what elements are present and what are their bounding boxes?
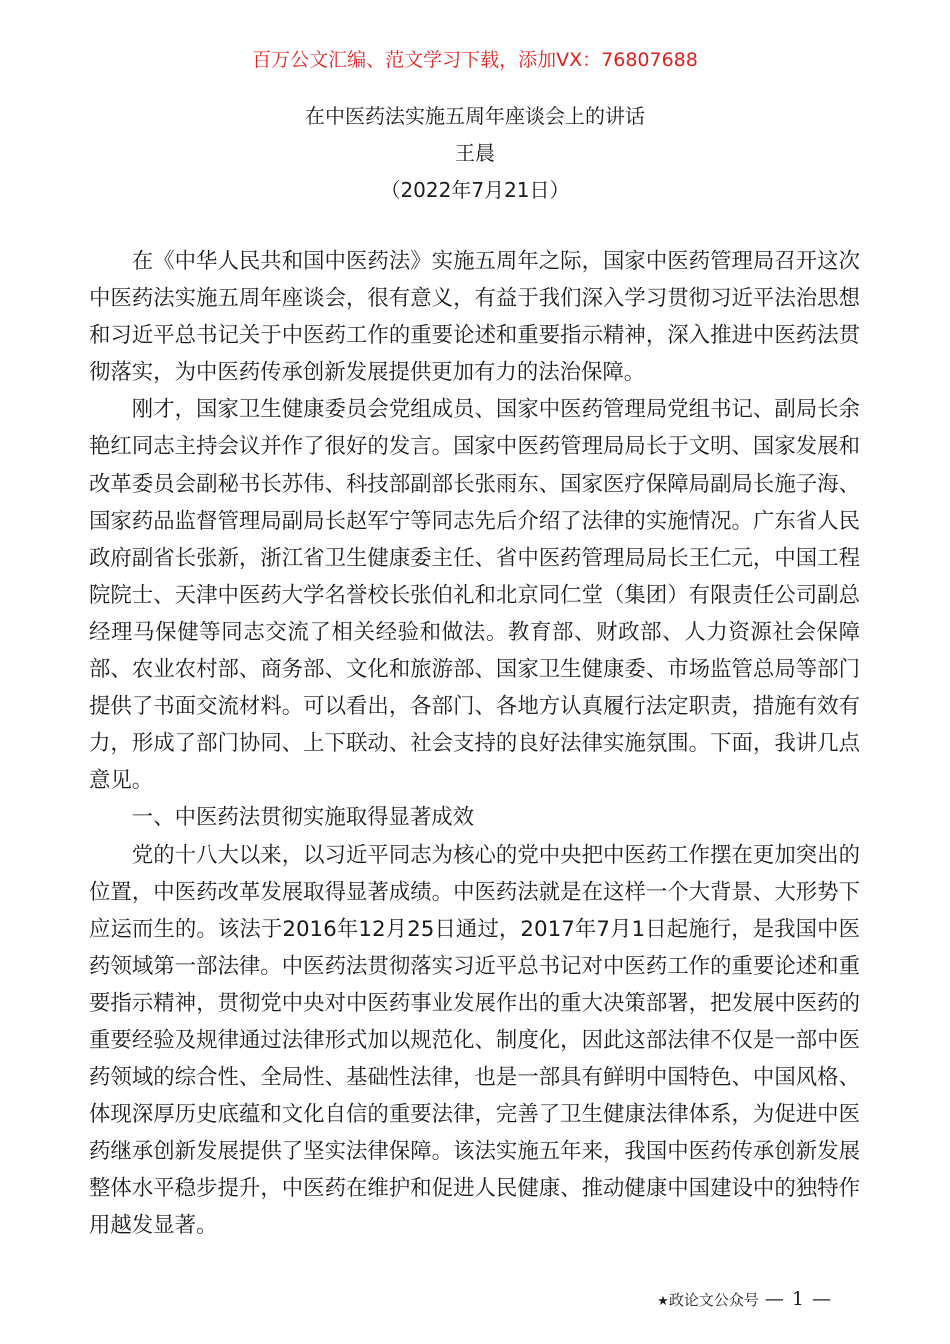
section-heading: 一、中医药法贯彻实施取得显著成效 [131, 805, 475, 831]
body-text [89, 243, 860, 1245]
paragraph: 刚才，国家卫生健康委员会党组成员、国家中医药管理局党组书记、副局长余艳红同志主持会议并作了很好的发言。国家中医药管理局局长于文明、国家发展和改革委员会副秘书长苏伟、科技部副部长张雨东、国家医疗保障局副局长施子海、国家药品监督管理局副局长赵军宁等同志先后介绍了法律的实施情况。广东省人民政府副省长张新，浙江省卫生健康委主任、省中医药管理局局长王仁元，中国工程院院士、天津中医药大学名誉校长张伯礼和北京同仁堂（集团）有限责任公司副总经理马保健等同志交流了相关经验和做法。教育部、财政部、人力资源社会保障部、农业农村部、商务部、文化和旅游部、国家卫生健康委、市场监管总局等部门提供了书面交流材料。可以看出，各部门、各地方认真履行法定职责，措施有效有力，形成了部门协同、上下联动、社会支持的良好法律实施氛围。下面，我讲几点意见。 [89, 397, 860, 794]
speech-author: 王晨 [455, 141, 495, 165]
star-icon: ★ [657, 1294, 669, 1309]
footer-source: 政论文公众号 [668, 1291, 759, 1309]
speech-date: （2022年7月21日） [380, 178, 570, 202]
title-block [0, 98, 950, 209]
speech-title: 在中医药法实施五周年座谈会上的讲话 [305, 104, 645, 128]
paragraph: 党的十八大以来，以习近平同志为核心的党中央把中医药工作摆在更加突出的位置，中医药改革发展取得显著成绩。中医药法就是在这样一个大背景、大形势下应运而生的。该法于2016年12月25日通过，2017年7月1日起施行，是我国中医药领域第一部法律。中医药法贯彻落实习近平总书记对中医药工作的重要论述和重要指示精神，贯彻党中央对中医药事业发展作出的重大决策部署，把发展中医药的重要经验及规律通过法律形式加以规范化、制度化，因此这部法律不仅是一部中医药领域的综合性、全局性、基础性法律，也是一部具有鲜明中国特色、中国风格、体现深厚历史底蕴和文化自信的重要法律，完善了卫生健康法律体系，为促进中医药继承创新发展提供了坚实法律保障。该法实施五年来，我国中医药传承创新发展整体水平稳步提升，中医药在维护和促进人民健康、推动健康中国建设中的独特作用越发显著。 [89, 842, 860, 1239]
page-number: — 1 — [764, 1288, 832, 1310]
paragraph: 在《中华人民共和国中医药法》实施五周年之际，国家中医药管理局召开这次中医药法实施五周年座谈会，很有意义，有益于我们深入学习贯彻习近平法治思想和习近平总书记关于中医药工作的重要论述和重要指示精神，深入推进中医药法贯彻落实，为中医药传承创新发展提供更加有力的法治保障。 [89, 249, 860, 386]
page-footer [657, 1284, 832, 1314]
promo-banner: 百万公文汇编、范文学习下载，添加VX：76807688 [252, 49, 698, 71]
